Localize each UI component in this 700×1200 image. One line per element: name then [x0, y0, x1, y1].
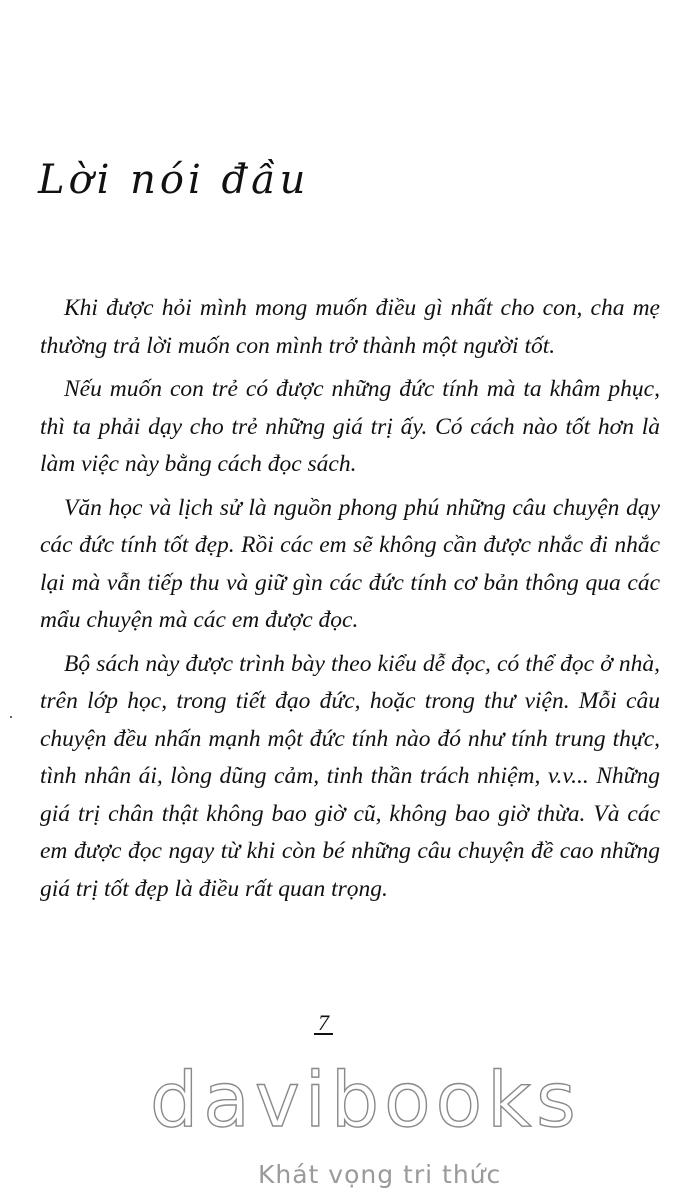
scan-speck: [10, 716, 12, 718]
paragraph-3: Văn học và lịch sử là nguồn phong phú những câu chuyện dạy các đức tính tốt đẹp. Rồi các em sẽ không cần được nhắc đi nhắc lại mà vẫn tiếp thu và giữ gìn các đức tính cơ bản thông qua các mẩu chuyện mà các em được đọc.: [40, 494, 660, 633]
page-title: Lời nói đầu: [38, 157, 310, 203]
page-number: 7: [318, 1010, 329, 1035]
paragraph-1: Khi được hỏi mình mong muốn điều gì nhất cho con, cha mẹ thường trả lời muốn con mình trở thành một người tốt.: [40, 295, 660, 359]
body-text: [40, 290, 660, 914]
paragraph-4: Bộ sách này được trình bày theo kiểu dễ đọc, có thể đọc ở nhà, trên lớp học, trong tiết đạo đức, hoặc trong thư viện. Mỗi câu chuyện đều nhấn mạnh một đức tính nào đó như tính trung thực, tình nhân ái, lòng dũng cảm, tinh thần trách nhiệm, v.v... Những giá trị chân thật không bao giờ cũ, không bao giờ thừa. Và các em được đọc ngay từ khi còn bé những câu chuyện đề cao những giá trị tốt đẹp là điều rất quan trọng.: [40, 650, 660, 902]
watermark: [150, 1055, 581, 1189]
paragraph-2: Nếu muốn con trẻ có được những đức tính mà ta khâm phục, thì ta phải dạy cho trẻ những giá trị ấy. Có cách nào tốt hơn là làm việc này bằng cách đọc sách.: [40, 376, 660, 477]
watermark-tagline: Khát vọng tri thức: [258, 1160, 502, 1189]
watermark-brand: davibooks: [150, 1055, 581, 1144]
